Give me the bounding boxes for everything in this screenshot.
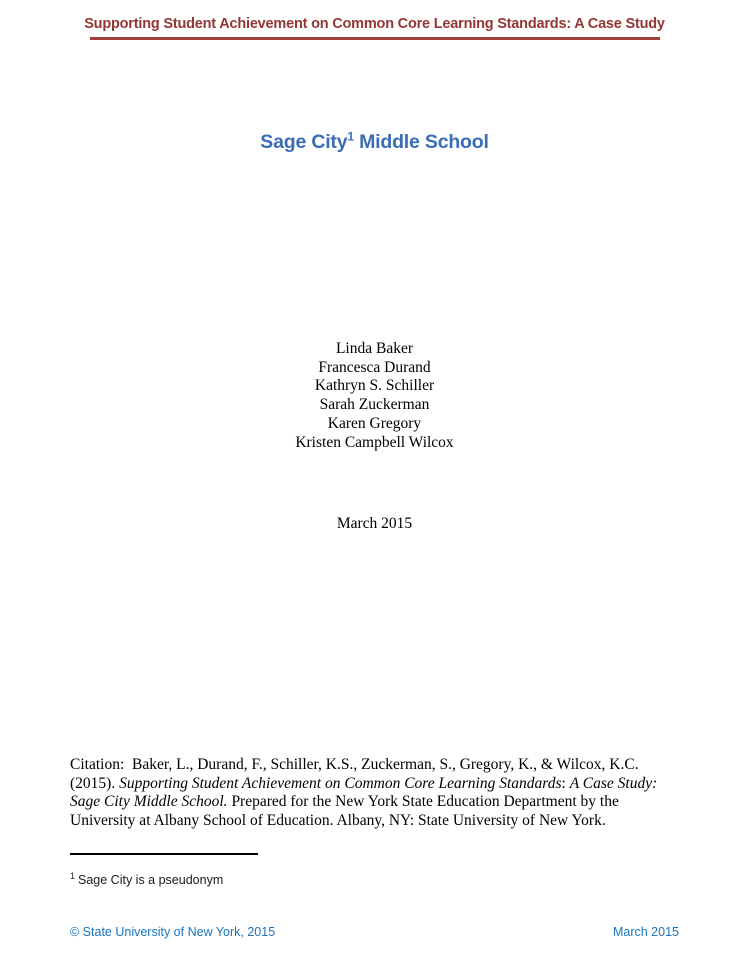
- footer-copyright: © State University of New York, 2015: [70, 925, 276, 939]
- footer-date: March 2015: [612, 925, 679, 939]
- author-name: Linda Baker: [335, 340, 414, 357]
- citation-subtitle-italic: A Case Study: Sage City Middle School.: [70, 774, 658, 811]
- citation-paragraph: [70, 756, 683, 831]
- author-name: Francesca Durand: [318, 358, 431, 376]
- footnote-marker: 1: [70, 870, 76, 881]
- citation-colon: :: [561, 774, 570, 792]
- citation-label: Citation: Baker, L., Durand, F., Schiller, K.S., Zuckerman, S., Gregory, K., & Wilcox, K.C. (2015).: [70, 756, 639, 792]
- running-header-title: Supporting Student Achievement on Common Core Learning Standards: A Case Study: [84, 16, 665, 32]
- publication-date: March 2015: [336, 515, 413, 532]
- author-name: Kristen Campbell Wilcox: [295, 433, 454, 451]
- author-name: Kathryn S. Schiller: [314, 377, 435, 395]
- citation-rest: Prepared for the New York State Education Department by the University at Albany School of Education. Albany, NY: State University of New York.: [70, 793, 619, 830]
- document-title: [0, 131, 749, 154]
- running-header: [70, 16, 679, 40]
- page-footer: [70, 925, 679, 939]
- author-name: Karen Gregory: [327, 414, 422, 432]
- header-rule: [90, 37, 660, 40]
- author-list: [0, 340, 749, 452]
- footnote-text: Sage City is a pseudonym: [78, 873, 224, 887]
- footnote: [70, 870, 224, 887]
- title-footnote-ref: 1: [347, 129, 354, 144]
- author-name: Sarah Zuckerman: [319, 396, 430, 414]
- title-text-before: Sage City: [260, 131, 348, 153]
- citation-title-italic: Supporting Student Achievement on Common Core Learning Standards: [119, 774, 562, 792]
- footnote-separator: [70, 853, 258, 855]
- title-text-after: Middle School: [353, 131, 489, 153]
